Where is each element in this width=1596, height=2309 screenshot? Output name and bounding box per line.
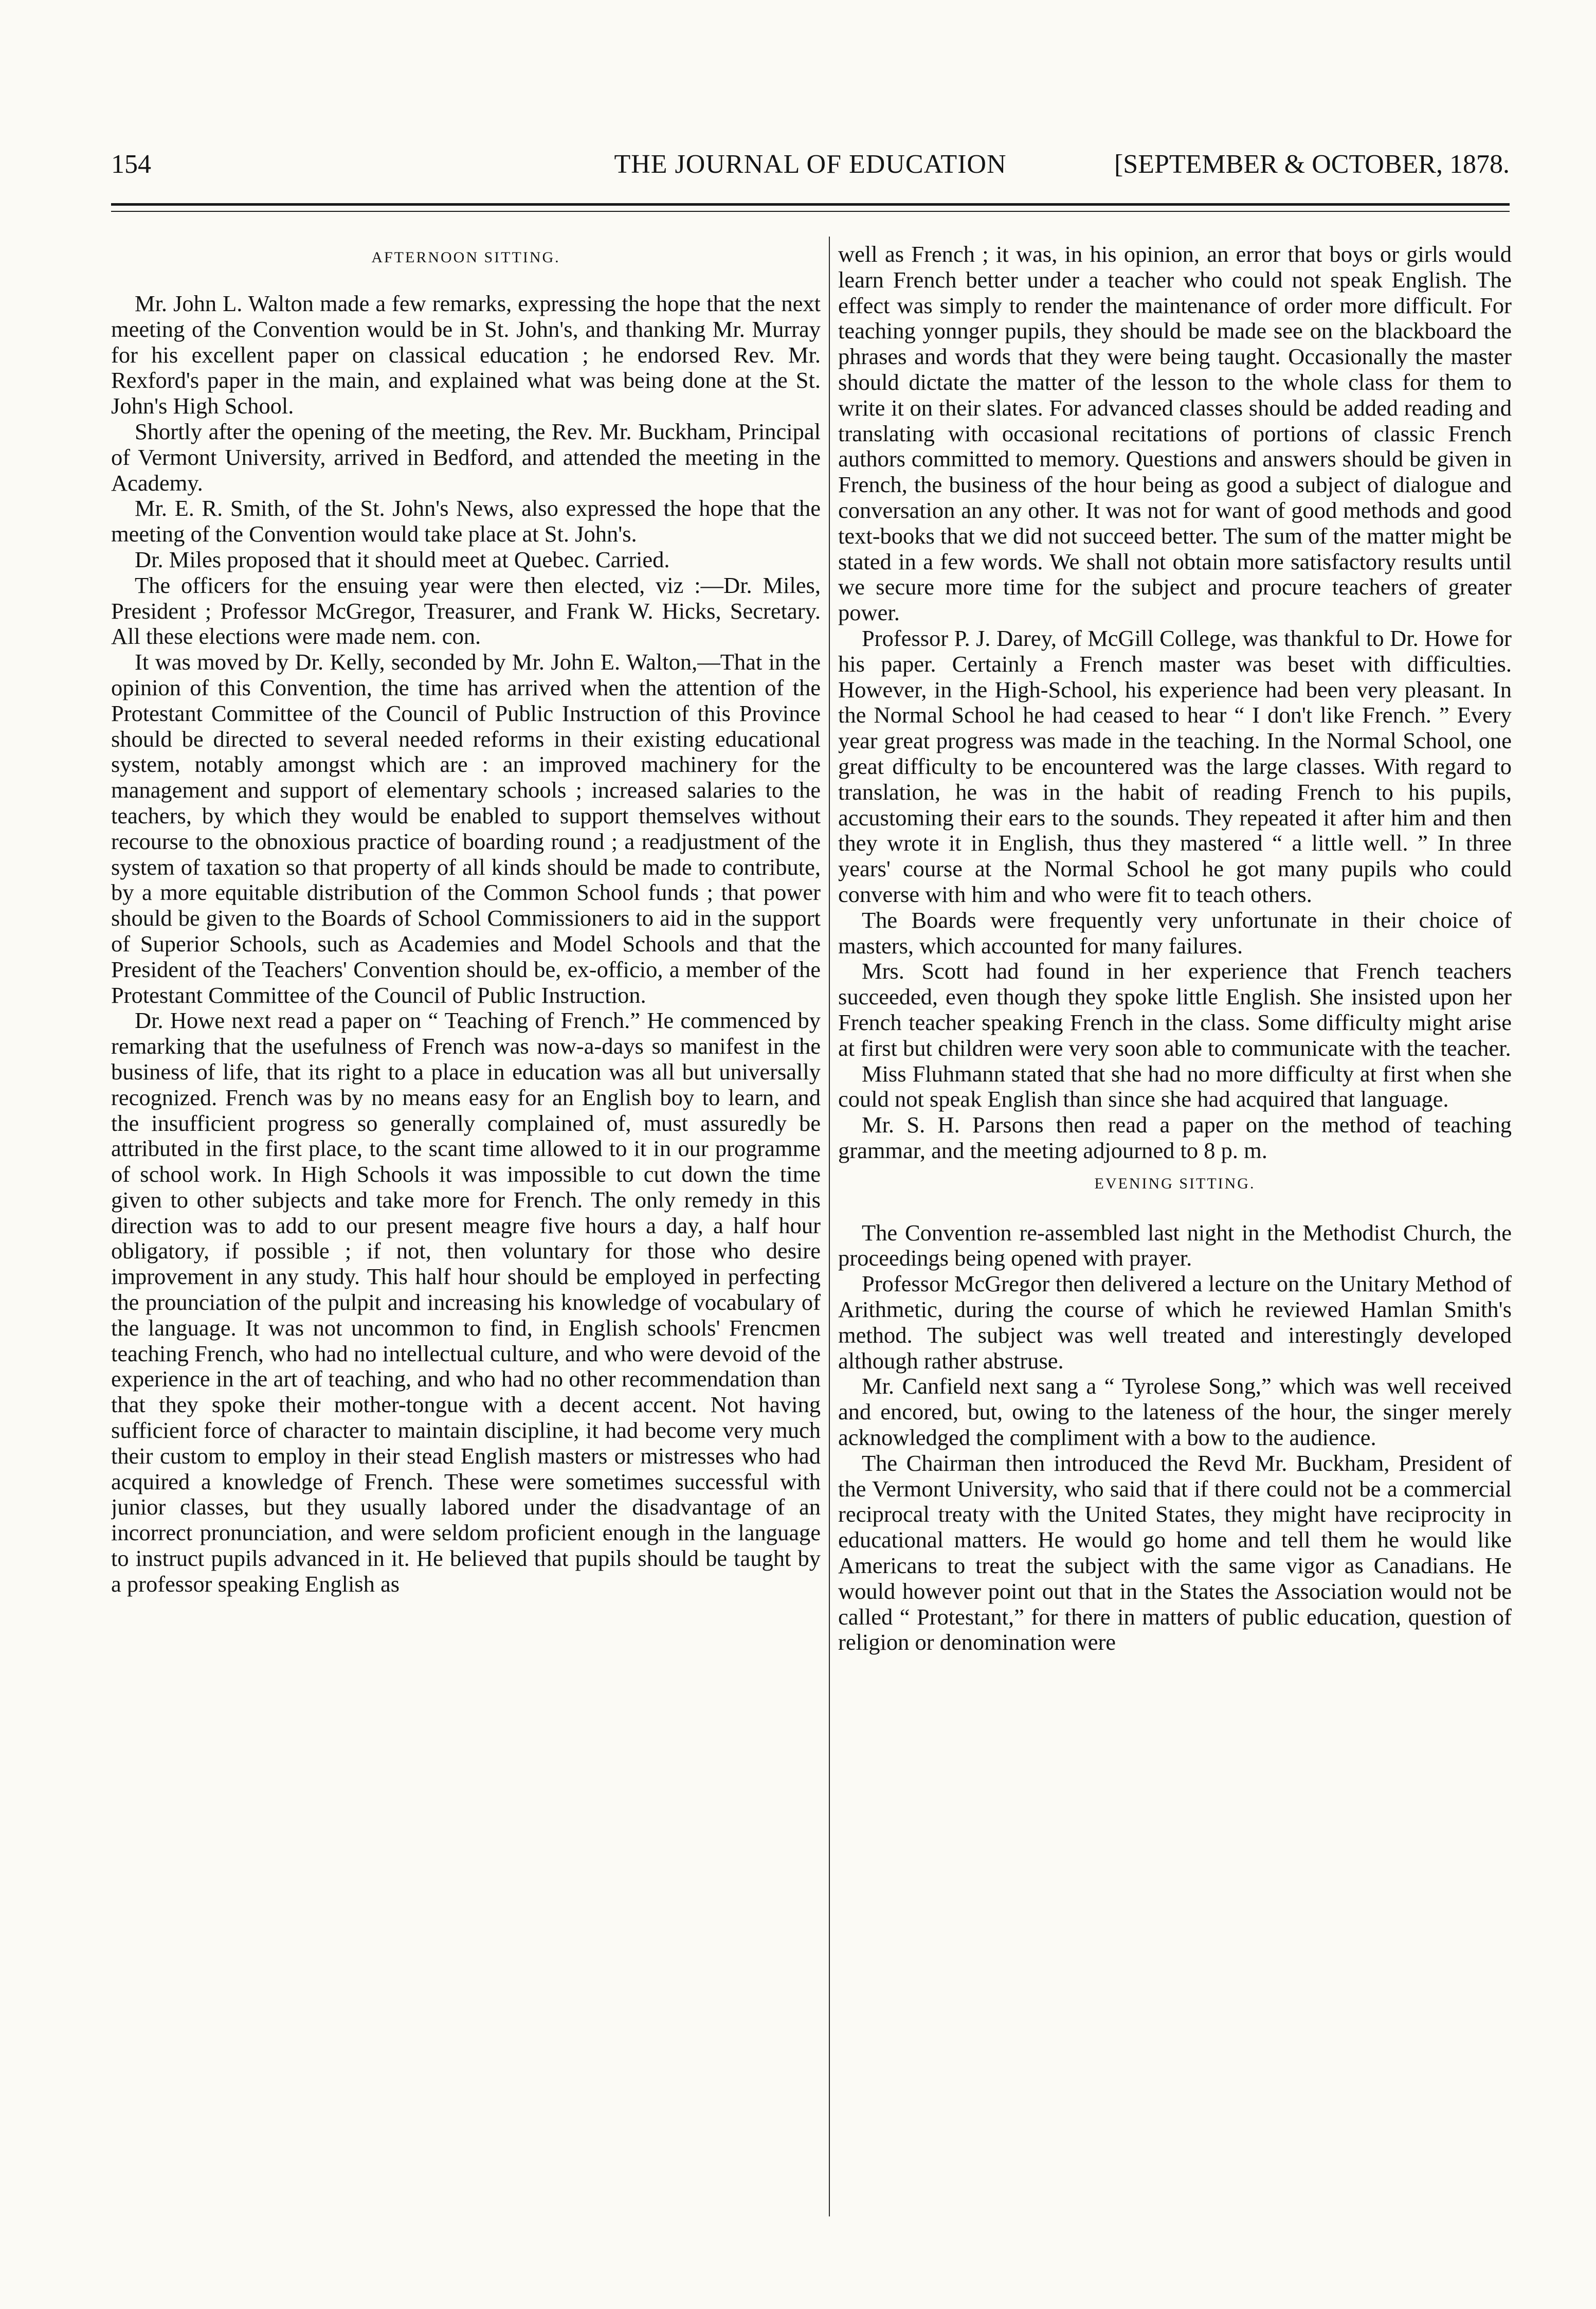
paragraph-buckham-arrival: Shortly after the opening of the meeting, the Rev. Mr. Buckham, Principal of Vermont University, arrived in Bedford, and attended the meeting in the Academy. xyxy=(111,418,821,496)
paragraph-parsons: Mr. S. H. Parsons then read a paper on the method of teaching grammar, and the meeting adjourned to 8 p. m. xyxy=(838,1112,1512,1163)
paragraph-walton: Mr. John L. Walton made a few remarks, expressing the hope that the next meeting of the Convention would be in St. John's, and thanking Mr. Murray for his excellent paper on classical education ; he endorsed Rev. Mr. Rexford's paper in the main, and explained what was being done at the St. John's High School. xyxy=(111,291,821,419)
paragraph-smith: Mr. E. R. Smith, of the St. John's News, also expressed the hope that the meeting of the Convention would take place at St. John's. xyxy=(111,495,821,547)
paragraph-fluhmann: Miss Fluhmann stated that she had no more difficulty at first when she could not speak English than since she had acquired that language. xyxy=(838,1060,1512,1112)
page-number: 154 xyxy=(111,150,151,179)
running-header xyxy=(111,139,1510,190)
paragraph-officers: The officers for the ensuing year were then elected, viz :—Dr. Miles, President ; Professor McGregor, Treasurer, and Frank W. Hicks, Secretary. All these elections were made nem. con. xyxy=(111,572,821,650)
paragraph-howe-french: Dr. Howe next read a paper on “ Teaching of French.” He commenced by remarking that the usefulness of French was now-a-days so manifest in the business of life, that its right to a place in education was all but universally recognized. French was by no means easy for an English boy to learn, and the insufficient progress so generally complained of, must assuredly be attributed in the first place, to the scant time allowed to it in our programme of school work. In High Schools it was impossible to cut down the time given to other subjects and take more for French. The only remedy in this direction was to add to our present meagre five hours a day, a half hour obligatory, if possible ; if not, then voluntary for those who desire improvement in any study. This half hour should be employed in perfecting the prounciation of the pulpit and increasing his knowledge of vocabulary of the language. It was not uncommon to find, in English schools' Frencmen teaching French, who had no intellectual culture, and who were devoid of the experience in the art of teaching, and who had no other recommendation than that they spoke their mother-tongue with a decent accent. Not having sufficient force of character to maintain discipline, it had become very much their custom to employ in their stead English masters or mistresses who had acquired a knowledge of French. These were sometimes successful with junior classes, but they usually labored under the disadvantage of an incorrect pronunciation, and were seldom proficient enough in the language to instruct pupils advanced in it. He believed that pupils should be taught by a professor speaking English as xyxy=(111,1007,821,1597)
right-column xyxy=(838,242,1512,2216)
evening-sitting-heading: EVENING SITTING. xyxy=(1094,1175,1256,1192)
paragraph-kelly-motion: It was moved by Dr. Kelly, seconded by Mr. John E. Walton,—That in the opinion of this Convention, the time has arrived when the attention of the Protestant Committee of the Council of Public Instruction of this Province should be directed to several needed reforms in their existing educational system, notably amongst which are : an improved machinery for the management and support of elementary schools ; increased salaries to the teachers, by which they would be enabled to support themselves without recourse to the obnoxious practice of boarding round ; a readjustment of the system of taxation so that property of all kinds should be made to contribute, by a more equitable distribution of the Common School funds ; that power should be given to the Boards of School Commissioners to aid in the support of Superior Schools, such as Academies and Model Schools and that the President of the Teachers' Convention should be, ex-officio, a member of the Protestant Committee of the Council of Public Instruction. xyxy=(111,649,821,1008)
paragraph-scott: Mrs. Scott had found in her experience that French teachers succeeded, even though they spoke little English. She insisted upon her French teacher speaking French in the class. Some difficulty might arise at first but children were very soon able to communicate with the teacher. xyxy=(838,958,1512,1061)
paragraph-boards: The Boards were frequently very unfortunate in their choice of masters, which accounted for many failures. xyxy=(838,907,1512,959)
left-column xyxy=(111,242,821,2216)
header-rule-thick xyxy=(111,203,1510,206)
paragraph-howe-continued: well as French ; it was, in his opinion, an error that boys or girls would learn French better under a teacher who could not speak English. The effect was simply to render the maintenance of order more difficult. For teaching yonnger pupils, they should be made see on the blackboard the phrases and words that they were being taught. Occasionally the master should dictate the matter of the lesson to the whole class for them to write it on their slates. For advanced classes should be added reading and translating with occasional recitations of portions of classic French authors committed to memory. Questions and answers should be given in French, the business of the hour being as good a subject of dialogue and conversation an any other. It was not for want of good methods and good text-books that we did not succeed better. The sum of the matter might be stated in a few words. We shall not obtain more satisfactory results until we secure more time for the subject and procure teachers of greater power. xyxy=(838,242,1512,626)
header-rule-thin xyxy=(111,211,1510,212)
paragraph-mcgregor-lecture: Professor McGregor then delivered a lecture on the Unitary Method of Arithmetic, during the course of which he reviewed Hamlan Smith's method. The subject was well treated and interestingly developed although rather abstruse. xyxy=(838,1271,1512,1374)
journal-title: THE JOURNAL OF EDUCATION xyxy=(614,150,1007,179)
paragraph-miles-quebec: Dr. Miles proposed that it should meet at Quebec. Carried. xyxy=(135,546,670,572)
paragraph-canfield-song: Mr. Canfield next sang a “ Tyrolese Song,” which was well received and encored, but, owing to the lateness of the hour, the singer merely acknowledged the compliment with a bow to the audience. xyxy=(838,1373,1512,1451)
issue-date: [SEPTEMBER & OCTOBER, 1878. xyxy=(1114,150,1510,179)
paragraph-darey: Professor P. J. Darey, of McGill College, was thankful to Dr. Howe for his paper. Certainly a French master was beset with difficulties. However, in the High-School, his experience had been very pleasant. In the Normal School he had ceased to hear “ I don't like French. ” Every year great progress was made in the teaching. In the Normal School, one great difficulty to be encountered was the large classes. With regard to translation, he was in the habit of reading French to his pupils, accustoming their ears to the sounds. They repeated it after him and then they wrote it in English, thus they mastered “ a little well. ” In three years' course at the Normal School he got many pupils who could converse with him and who were fit to teach others. xyxy=(838,625,1512,907)
paragraph-reassembled: The Convention re-assembled last night in the Methodist Church, the proceedings being opened with prayer. xyxy=(838,1219,1512,1271)
column-divider xyxy=(829,237,830,2216)
afternoon-sitting-heading: AFTERNOON SITTING. xyxy=(371,249,560,266)
paragraph-buckham-address: The Chairman then introduced the Revd Mr. Buckham, President of the Vermont University, who said that if there could not be a commercial reciprocal treaty with the United States, they might have reciprocity in educational matters. He would go home and tell them he would like Americans to treat the subject with the same vigor as Canadians. He would however point out that in the States the Association would not be called “ Protestant,” for there in matters of public education, question of religion or denomination were xyxy=(838,1450,1512,1655)
